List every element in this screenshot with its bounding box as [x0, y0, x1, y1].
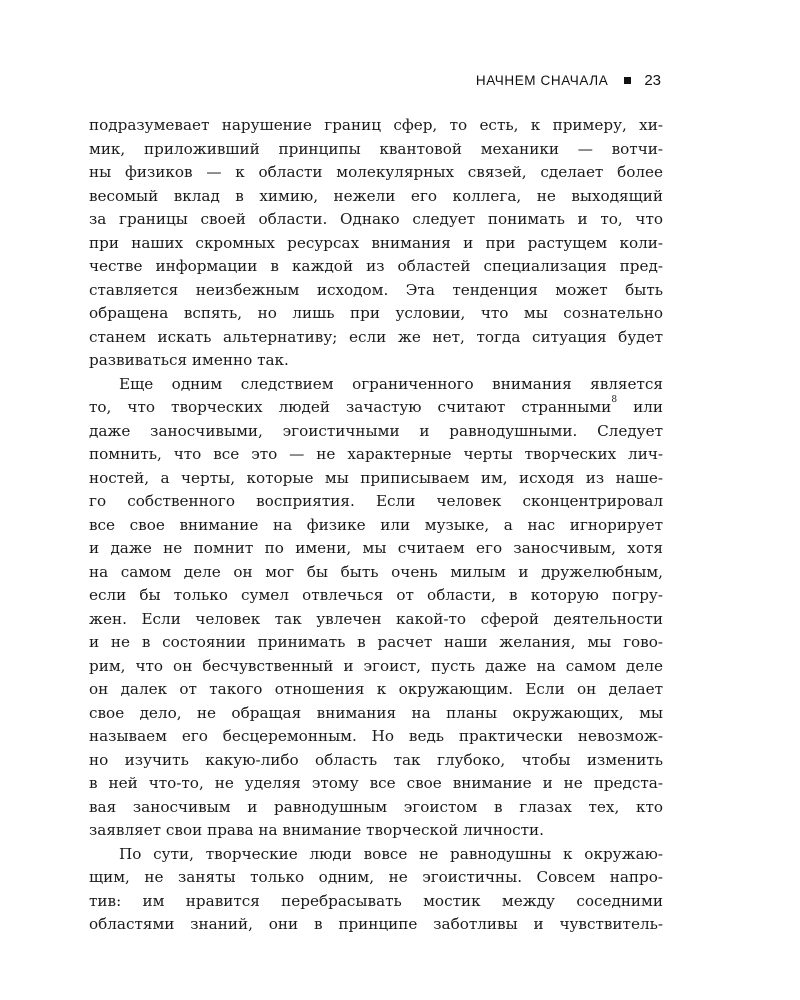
text-line: вая заносчивым и равнодушным эгоистом в глазах тех, кто	[89, 797, 663, 816]
text-line: жен. Если человек так увлечен какой-то сферой деятельности	[89, 609, 663, 628]
text-line-with-footnote	[89, 396, 663, 420]
text-line: за границы своей области. Однако следует понимать и то, что	[89, 210, 663, 228]
text-line: при наших скромных ресурсах внимания и при растущем коли-	[89, 233, 663, 252]
page-number: 23	[644, 72, 661, 89]
text-line: го собственного восприятия. Если человек сконцентрировал	[89, 492, 663, 510]
text-line: на самом деле он мог бы быть очень милым и дружелюбным,	[89, 562, 663, 581]
text-line: рим, что он бесчувственный и эгоист, пусть даже на самом деле	[89, 656, 663, 675]
text-line: По сути, творческие люди вовсе не равнодушны к окружаю-	[119, 844, 663, 863]
text-line: Еще одним следствием ограниченного внимания является	[119, 374, 663, 393]
chapter-title: НАЧНЕМ СНАЧАЛА	[475, 73, 609, 88]
text-line: областями знаний, они в принципе заботливы и чувствитель-	[89, 915, 663, 933]
text-line: подразумевает нарушение границ сфер, то есть, к примеру, хи-	[89, 116, 663, 134]
text-line: свое дело, не обращая внимания на планы окружающих, мы	[89, 703, 663, 722]
text-line-tail: или	[617, 398, 663, 416]
text-line: ностей, а черты, которые мы приписываем им, исходя из наше-	[89, 468, 663, 487]
text-line: в ней что-то, не уделяя этому все свое внимание и не предста-	[89, 774, 663, 792]
text-line: даже заносчивыми, эгоистичными и равнодушными. Следует	[89, 421, 663, 440]
text-line: развиваться именно так.	[89, 351, 289, 369]
text-line-start: то, что творческих людей зачастую считают странными	[89, 398, 612, 416]
text-line: тив: им нравится перебрасывать мостик между соседними	[89, 891, 663, 910]
body-text	[89, 114, 663, 937]
text-line: все свое внимание на физике или музыке, а нас игнорирует	[89, 515, 663, 534]
paragraph	[89, 373, 663, 843]
text-line: он далек от такого отношения к окружающим. Если он делает	[89, 680, 663, 698]
text-line: обращена вспять, но лишь при условии, что мы сознательно	[89, 304, 663, 322]
footnote-marker[interactable]: 8	[611, 395, 618, 405]
text-line: мик, приложивший принципы квантовой механики — вотчи-	[89, 139, 663, 158]
text-line: заявляет свои права на внимание творческой личности.	[89, 821, 545, 839]
text-line: и даже не помнит по имени, мы считаем его заносчивым, хотя	[89, 539, 663, 557]
paragraph	[89, 114, 663, 373]
text-line: щим, не заняты только одним, не эгоистичны. Совсем напро-	[89, 868, 663, 886]
running-head	[476, 72, 661, 89]
text-line: и не в состоянии принимать в расчет наши желания, мы гово-	[89, 633, 663, 651]
text-line: помнить, что все это — не характерные черты творческих лич-	[89, 445, 663, 463]
text-line: если бы только сумел отвлечься от области, в которую погру-	[89, 586, 663, 604]
text-line: весомый вклад в химию, нежели его коллега, не выходящий	[89, 186, 663, 205]
text-line: ставляется неизбежным исходом. Эта тенденция может быть	[89, 280, 663, 299]
text-line: но изучить какую-либо область так глубоко, чтобы изменить	[89, 750, 663, 769]
paragraph	[89, 843, 663, 937]
text-line: честве информации в каждой из областей специализация пред-	[89, 257, 663, 275]
separator-square-icon	[624, 77, 631, 84]
text-line: станем искать альтернативу; если же нет, тогда ситуация будет	[89, 327, 663, 346]
text-line: называем его бесцеремонным. Но ведь практически невозмож-	[89, 727, 663, 745]
text-line: ны физиков — к области молекулярных связей, сделает более	[89, 163, 663, 181]
